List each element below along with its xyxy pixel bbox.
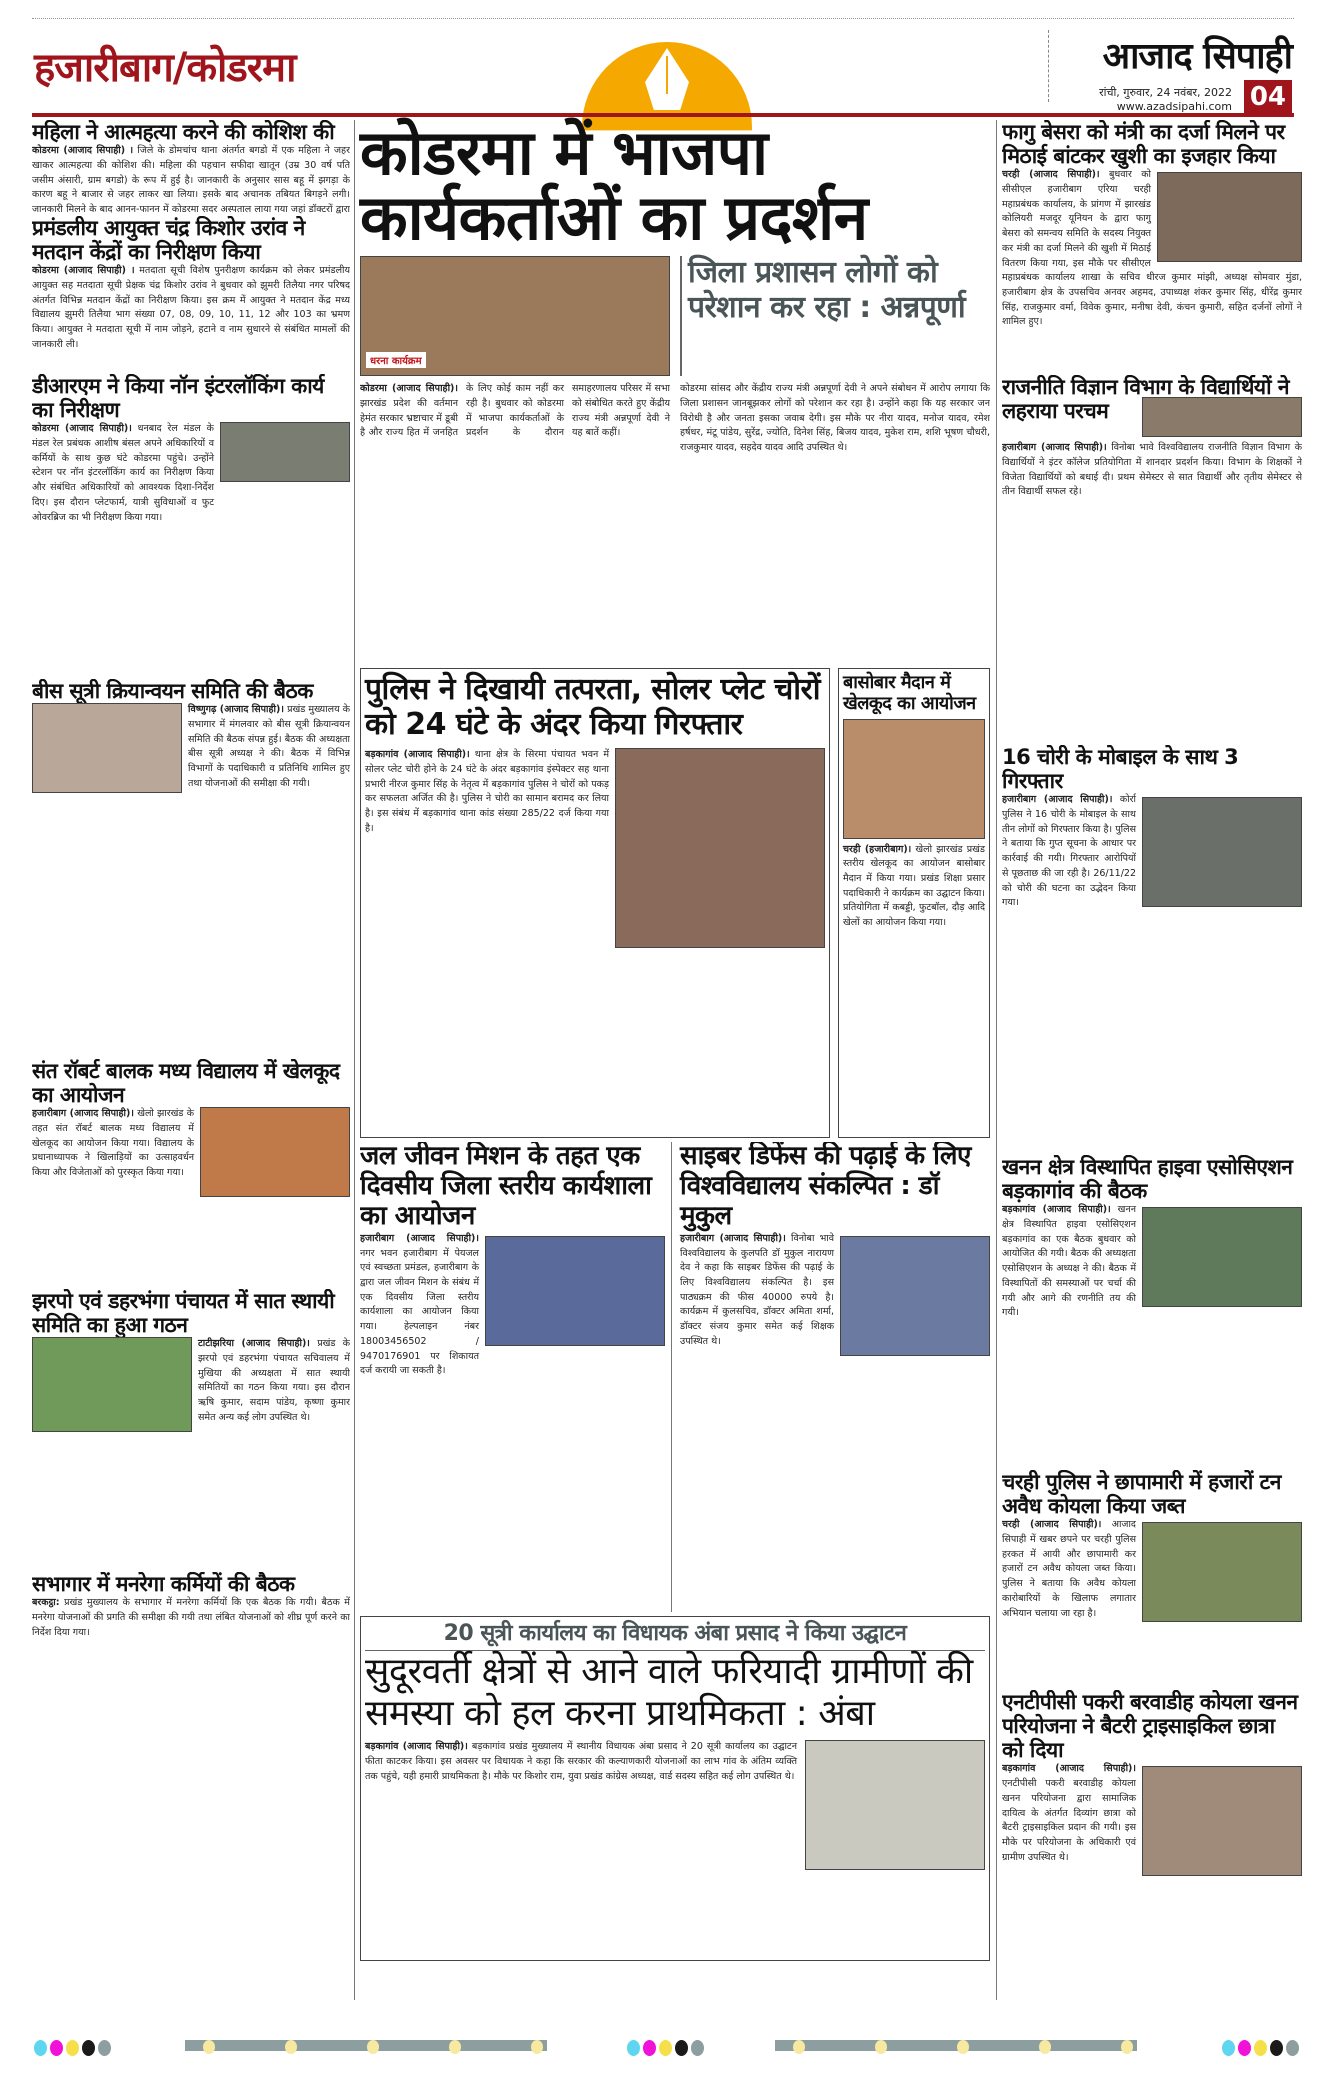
stripe-dot <box>793 2040 805 2054</box>
story-headline: बासोबार मैदान में खेलकूद का आयोजन <box>843 672 976 714</box>
story-headline: फागु बेसरा को मंत्री का दर्जा मिलने पर मिठाई बांटकर खुशी का इजहार किया <box>1002 120 1285 169</box>
story-body: धनबाद रेल मंडल के मंडल रेल प्रबंधक आशीष बंसल अपने अधिकारियों व कर्मियों के साथ कुछ घंटे कोडरमा पहुंचे। उन्होंने स्टेशन पर नॉन इंटरलॉकिंग कार्य का निरीक्षण किया और संबंधित अधिकारियों को आवश्यक दिशा-निर्देश दिए। इस दौरान प्लेटफार्म, यात्री सुविधाओं व फुट ओवरब्रिज का भी निरीक्षण किया गया। <box>32 423 214 523</box>
magenta-mark <box>1238 2040 1251 2056</box>
black-mark <box>675 2040 688 2056</box>
story-photo <box>1142 1766 1302 1876</box>
story <box>32 374 350 679</box>
story <box>1002 1155 1302 1470</box>
cyan-mark <box>627 2040 640 2056</box>
story-basobar <box>838 668 990 1138</box>
registration-stripe <box>185 2040 547 2051</box>
lead-headline: कोडरमा में भाजपा कार्यकर्ताओं का प्रदर्शन <box>360 116 868 255</box>
column-divider <box>996 120 997 2000</box>
story-body: नगर भवन हजारीबाग में पेयजल एवं स्वच्छता प्रमंडल, हजारीबाग के द्वारा जल जीवन मिशन के संबंध में एक दिवसीय जिला स्तरीय कार्यशाला का आयोजन किया गया। हेल्पलाइन नंबर 18003456502 / 9470176901 पर शिकायत दर्ज करायी जा सकती है। <box>360 1247 479 1377</box>
lead-body: झारखंड प्रदेश की वर्तमान हेमंत सरकार भ्रष्टाचार में डूबी है और राज्य हित में जनहित के लिए कोई काम नहीं कर रही है। बुधवार को कोडरमा में भाजपा कार्यकर्ताओं के प्रदर्शन के दौरान समाहरणालय परिसर में सभा को संबोधित करते हुए केंद्रीय राज्य मंत्री अन्नपूर्णा देवी ने यह बातें कहीं। <box>360 383 670 439</box>
center-column <box>360 116 990 1961</box>
story-photo <box>1142 1207 1302 1307</box>
black-mark <box>82 2040 95 2056</box>
story <box>32 1572 350 1722</box>
dateline: चरही (आजाद सिपाही)। <box>1002 1519 1102 1531</box>
story <box>32 120 350 216</box>
story <box>1002 1470 1302 1690</box>
story-police <box>360 668 830 1138</box>
story <box>32 1289 350 1572</box>
story-amba <box>360 1616 990 1961</box>
story-headline: 16 चोरी के मोबाइल के साथ 3 गिरफ्तार <box>1002 745 1239 794</box>
dateline: विष्णुगढ़ (आजाद सिपाही)। <box>188 704 284 716</box>
lead-body-2: कोडरमा सांसद और केंद्रीय राज्य मंत्री अन्नपूर्णा देवी ने अपने संबोधन में आरोप लगाया कि जिला प्रशासन जानबूझकर लोगों को परेशान कर रहा है। उन्होंने कहा कि यह सरकार जन विरोधी है और जनता इसका जवाब देगी। इस मौके पर नीरा यादव, मनोज यादव, रमेश हर्षधर, मंटू पांडेय, सुरेंद्र, ज्योति, दिनेश सिंह, बिजय यादव, मुकेश राम, शशि भूषण चौधरी, राजकुमार यादव, सहदेव यादव आदि उपस्थित थे। <box>680 383 990 454</box>
dateline: चरही (हजारीबाग)। <box>843 843 912 855</box>
story-photo <box>843 719 985 839</box>
dateline: चरही (आजाद सिपाही)। <box>1002 169 1100 181</box>
story-headline: सभागार में मनरेगा कर्मियों की बैठक <box>32 1572 295 1596</box>
dateline: कोडरमा (आजाद सिपाही)। <box>360 383 458 395</box>
gray-mark <box>691 2040 704 2056</box>
stripe-dot <box>531 2040 543 2054</box>
story-body: विनोबा भावे विश्वविद्यालय के कुलपति डॉ मुकुल नारायण देव ने कहा कि साइबर डिफेंस की पढ़ाई के लिए विश्वविद्यालय संकल्पित है। इस पाठ्यक्रम की फीस 40000 रुपये है। कार्यक्रम में कुलसचिव, डॉक्टर अमिता शर्मा, डॉक्टर संजय कुमार समेत कई शिक्षक उपस्थित थे। <box>680 1232 835 1347</box>
story-photo <box>485 1236 665 1346</box>
gray-mark <box>98 2040 111 2056</box>
stripe-dot <box>957 2040 969 2054</box>
story <box>1002 120 1302 375</box>
story-photo <box>1142 1522 1302 1622</box>
yellow-mark <box>1254 2040 1267 2056</box>
story-headline: बीस सूत्री क्रियान्वयन समिति की बैठक <box>32 679 313 703</box>
newspaper-page <box>22 0 1304 2040</box>
print-registration-bar <box>0 2040 1325 2056</box>
lead-photo <box>360 256 670 376</box>
story-headline: साइबर डिफेंस की पढ़ाई के लिए विश्वविद्यालय संकल्पित : डॉ मुकुल <box>680 1142 971 1231</box>
stripe-dot <box>449 2040 461 2054</box>
website-link[interactable]: www.azadsipahi.com <box>1116 100 1232 113</box>
stripe-dot <box>203 2040 215 2054</box>
registration-stripe <box>775 2040 1137 2051</box>
story-body: मतदाता सूची विशेष पुनरीक्षण कार्यक्रम को लेकर प्रमंडलीय आयुक्त सह मतदाता सूची प्रेक्षक चंद्र किशोर उरांव ने बुधवार को झुमरी तिलैया नगर परिषद अंतर्गत विभिन्न मतदान केंद्रों का निरीक्षण किया। इस क्रम में आयुक्त ने मतदान केंद्र मध्य विद्यालय झुमरी तिलैया भाग संख्या 07, 08, 09, 10, 11, 12 और 103 का भ्रमण किया। आयुक्त ने मतदाता सूची में नाम जोड़ने, हटाने व नाम सुधारने से संबंधित मामलों की जानकारी ली। <box>32 265 350 350</box>
paper-name: आजाद सिपाही <box>1102 36 1292 77</box>
story-headline: सुदूरवर्ती क्षेत्रों से आने वाले फरियादी ग्रामीणों की समस्या को हल करना प्राथमिकता : अंबा <box>365 1651 973 1734</box>
dateline: हजारीबाग (आजाद सिपाही)। <box>1002 442 1107 454</box>
story-headline: खनन क्षेत्र विस्थापित हाइवा एसोसिएशन बड़कागांव की बैठक <box>1002 1155 1293 1204</box>
dateline: हजारीबाग (आजाद सिपाही)। <box>680 1232 786 1244</box>
story-photo <box>1157 172 1302 262</box>
gray-mark <box>1286 2040 1299 2056</box>
dateline: टाटीझरिया (आजाद सिपाही)। <box>198 1338 310 1350</box>
yellow-mark <box>659 2040 672 2056</box>
story-kicker: 20 सूत्री कार्यालय का विधायक अंबा प्रसाद ने किया उद्घाटन <box>365 1621 985 1651</box>
story-headline: पुलिस ने दिखायी तत्परता, सोलर प्लेट चोरों को 24 घंटे के अंदर किया गिरफ्तार <box>365 672 821 742</box>
section-title: हजारीबाग/कोडरमा <box>34 45 296 91</box>
dateline: हजारीबाग (आजाद सिपाही)। <box>32 1108 134 1120</box>
story-headline: डीआरएम ने किया नॉन इंटरलॉकिंग कार्य का निरीक्षण <box>32 374 324 423</box>
dateline: बड़कागांव (आजाद सिपाही)। <box>365 1741 468 1753</box>
story-body: प्रखंड मुख्यालय के सभागार में मंगलवार को बीस सूत्री क्रियान्वयन समिति की बैठक संपन्न हुई। बैठक की अध्यक्षता बीस सूत्री अध्यक्ष ने की। बैठक में विभिन्न विभागों के पदाधिकारी व प्रतिनिधि शामिल हुए तथा योजनाओं की समीक्षा की गयी। <box>188 704 350 789</box>
story-body: प्रखंड के झरपो एवं डहरभंगा पंचायत सचिवालय में मुखिया की अध्यक्षता में सात स्थायी समितियों का गठन किया गया। इस दौरान ऋषि कुमार, सदाम पांडेय, कृष्णा कुमार समेत अन्य कई लोग उपस्थित थे। <box>198 1338 350 1423</box>
story-photo <box>32 703 182 793</box>
dateline: बरकट्ठा: <box>32 1597 60 1609</box>
story-body: थाना क्षेत्र के सिरमा पंचायत भवन में सोलर प्लेट चोरी होने के 24 घंटे के अंदर बड़कागांव इंस्पेक्टर सह थाना प्रभारी नीरज कुमार सिंह के नेतृत्व में बड़कागांव पुलिस ने चोरों को पकड़ कर सफलता अर्जित की है। पुलिस ने चोरी का सामान बरामद कर लिया है। इस संबंध में बड़कागांव थाना कांड संख्या 285/22 दर्ज किया गया है। <box>365 749 610 834</box>
magenta-mark <box>643 2040 656 2056</box>
pen-slit <box>666 56 668 94</box>
dateline: बड़कागांव (आजाद सिपाही)। <box>1002 1204 1111 1216</box>
lead-sub-headline: जिला प्रशासन लोगों को परेशान कर रहा : अन्नपूर्णा <box>688 255 966 325</box>
cyan-mark <box>34 2040 47 2056</box>
black-mark <box>1270 2040 1283 2056</box>
story <box>32 1059 350 1289</box>
story-photo <box>805 1740 985 1870</box>
story <box>1002 745 1302 1155</box>
photo-banner: धरना कार्यक्रम <box>366 352 426 368</box>
story-headline: झरपो एवं डहरभंगा पंचायत में सात स्थायी समिति का हुआ गठन <box>32 1289 335 1338</box>
story-body: खेलो झारखंड प्रखंड स्तरीय खेलकूद का आयोजन बासोबार मैदान में किया गया। प्रखंड शिक्षा प्रसार पदाधिकारी ने कार्यक्रम का उद्घाटन किया। प्रतियोगिता में कबड्डी, फुटबॉल, दौड़ आदि खेलों का आयोजन किया गया। <box>843 843 985 929</box>
story-body: बड़कागांव प्रखंड मुख्यालय में स्थानीय विधायक अंबा प्रसाद ने 20 सूत्री कार्यालय का उद्घाटन फीता काटकर किया। इस अवसर पर विधायक ने कहा कि सरकार की कल्याणकारी योजनाओं का लाभ गांव के अंतिम व्यक्ति तक पहुंचे, यही हमारी प्राथमिकता है। मौके पर किशोर राम, युवा प्रखंड कांग्रेस अध्यक्ष, वार्ड सदस्य सहित कई लोग उपस्थित थे। <box>365 1741 797 1782</box>
dateline: हजारीबाग (आजाद सिपाही)। <box>1002 794 1113 806</box>
story-cyber <box>680 1142 990 1612</box>
stripe-dot <box>285 2040 297 2054</box>
column-divider <box>354 120 355 2000</box>
story-body: प्रखंड मुख्यालय के सभागार में मनरेगा कर्मियों कि एक बैठक कि गयी। बैठक में मनरेगा योजनाओं की प्रगति की समीक्षा की गयी तथा लंबित योजनाओं को शीघ्र पूर्ण करने का निर्देश दिया गया। <box>32 1597 350 1638</box>
story-photo <box>32 1337 192 1432</box>
story <box>32 679 350 1059</box>
top-rule <box>32 18 1294 19</box>
dateline: बड़कागांव (आजाद सिपाही)। <box>1002 1763 1136 1775</box>
dateline: कोडरमा (आजाद सिपाही)। <box>32 423 132 435</box>
story-body: खेलो झारखंड के तहत संत रॉबर्ट बालक मध्य विद्यालय में खेलकूद का आयोजन किया गया। विद्यालय के प्रधानाध्यापक ने खिलाड़ियों का उत्साहवर्धन किया और विजेताओं को पुरस्कृत किया गया। <box>32 1108 194 1179</box>
cyan-mark <box>1222 2040 1235 2056</box>
story-headline: राजनीति विज्ञान विभाग के विद्यार्थियों ने लहराया परचम <box>1002 375 1290 424</box>
date-line: रांची, गुरुवार, 24 नवंबर, 2022 <box>1099 86 1232 99</box>
story-photo <box>220 422 350 482</box>
story <box>32 216 350 374</box>
story-photo <box>1142 397 1302 437</box>
right-column <box>1002 120 1302 2020</box>
dateline: कोडरमा (आजाद सिपाही) । <box>32 265 135 277</box>
magenta-mark <box>50 2040 63 2056</box>
story-jal-jeevan <box>360 1142 672 1612</box>
story-headline: चरही पुलिस ने छापामारी में हजारों टन अवैध कोयला किया जब्त <box>1002 1470 1281 1519</box>
story-headline: संत रॉबर्ट बालक मध्य विद्यालय में खेलकूद का आयोजन <box>32 1059 340 1108</box>
stripe-dot <box>875 2040 887 2054</box>
story-photo <box>615 748 825 948</box>
story-headline: जल जीवन मिशन के तहत एक दिवसीय जिला स्तरीय कार्यशाला का आयोजन <box>360 1142 652 1231</box>
story-photo <box>200 1107 350 1197</box>
story-body: आजाद सिपाही में खबर छपने पर चरही पुलिस हरकत में आयी और छापामारी कर हजारों टन अवैध कोयला जब्त किया। पुलिस ने बताया कि अवैध कोयला कारोबारियों के खिलाफ लगातार अभियान चलाया जा रहा है। <box>1002 1519 1136 1619</box>
story-body: विनोबा भावे विश्वविद्यालय राजनीति विज्ञान विभाग के विद्यार्थियों ने इंटर कॉलेज प्रतियोगिता में शानदार प्रदर्शन किया। विभाग के शिक्षकों ने विजेता विद्यार्थियों को बधाई दी। प्रथम सेमेस्टर से सात विद्यार्थी और तृतीय सेमेस्टर से तीन विद्यार्थी सफल रहे। <box>1002 442 1302 498</box>
stripe-dot <box>1121 2040 1133 2054</box>
yellow-mark <box>66 2040 79 2056</box>
stripe-dot <box>1039 2040 1051 2054</box>
story-body: एनटीपीसी पकरी बरवाडीह कोयला खनन परियोजना द्वारा सामाजिक दायित्व के अंतर्गत दिव्यांग छात्रा को बैटरी ट्राइसाइकिल प्रदान की गयी। इस मौके पर परियोजना के अधिकारी एवं ग्रामीण उपस्थित थे। <box>1002 1778 1136 1863</box>
story <box>1002 375 1302 745</box>
story-headline: महिला ने आत्महत्या करने की कोशिश की <box>32 120 335 144</box>
stripe-dot <box>367 2040 379 2054</box>
story-headline: एनटीपीसी पकरी बरवाडीह कोयला खनन परियोजना ने बैटरी ट्राइसाइकिल छात्रा को दिया <box>1002 1690 1298 1763</box>
story-photo <box>1142 797 1302 907</box>
dateline: बड़कागांव (आजाद सिपाही)। <box>365 749 470 761</box>
dateline: कोडरमा (आजाद सिपाही) । <box>32 145 134 157</box>
story-body: खनन क्षेत्र विस्थापित हाइवा एसोसिएशन बड़कागांव का एक बैठक बुधवार को आयोजित की गयी। बैठक की अध्यक्षता एसोसिएशन के अध्यक्ष ने की। बैठक में विस्थापितों की समस्याओं पर चर्चा की गयी और आगे की रणनीति तय की गयी। <box>1002 1204 1136 1319</box>
story-body: कोर्रा पुलिस ने 16 चोरी के मोबाइल के साथ तीन लोगों को गिरफ्तार किया है। पुलिस ने बताया कि गुप्त सूचना के आधार पर कार्रवाई की गयी। गिरफ्तार आरोपियों से पूछताछ की जा रही है। 26/11/22 को चोरी की घटना का उद्भेदन किया गया। <box>1002 794 1136 909</box>
story-headline: प्रमंडलीय आयुक्त चंद्र किशोर उरांव ने मतदान केंद्रों का निरीक्षण किया <box>32 216 305 265</box>
story-photo <box>840 1236 990 1356</box>
story <box>1002 1690 1302 2020</box>
story-body: बुधवार को सीसीएल हजारीबाग एरिया चरही महाप्रबंधक कार्यालय, के प्रांगण में झारखंड कोलियरी मजदूर यूनियन के द्वारा फागु बेसरा को समन्वय समिति के सदस्य नियुक्त कर मंत्री का दर्जा मिलने की खुशी में मिठाई वितरण किया गया, इस मौके पर सीसीएल महाप्रबंधक कार्यालय शाखा के सचिव धीरज कुमार मांझी, अध्यक्ष सोमवार मुंडा, हजारीबाग क्षेत्र के उपसचिव अनवर अहमद, उपाध्यक्ष शंकर कुमार सिंह, धीरेंद्र कुमार सिंह, राजकुमार वर्मा, विवेक कुमार, मनीषा देवी, कंचन कुमारी, सहित दर्जनों लोगों ने शामिल हुए। <box>1002 169 1302 328</box>
story-body: जिले के डोमचांच थाना अंतर्गत बगडो में एक महिला ने जहर खाकर आत्महत्या की कोशिश की। महिला की पहचान सफीदा खातून (उम्र 30 वर्ष पति जसीम अंसारी, ग्राम बगडो) के रूप में हुई है। जानकारी के अनुसार सास बहू में झगड़ा के कारण बहू ने बाजार से जहर लाकर खा लिया। इसके बाद अचानक तबियत बिगड़ने लगी। जानकारी मिलने के बाद आनन-फानन में कोडरमा सदर अस्पताल लाया गया जहां डॉक्टरों द्वारा <box>32 145 350 216</box>
page-number: 04 <box>1244 80 1292 114</box>
left-column <box>32 120 350 1722</box>
dateline: हजारीबाग (आजाद सिपाही)। <box>360 1232 479 1244</box>
masthead-divider <box>1048 30 1049 102</box>
